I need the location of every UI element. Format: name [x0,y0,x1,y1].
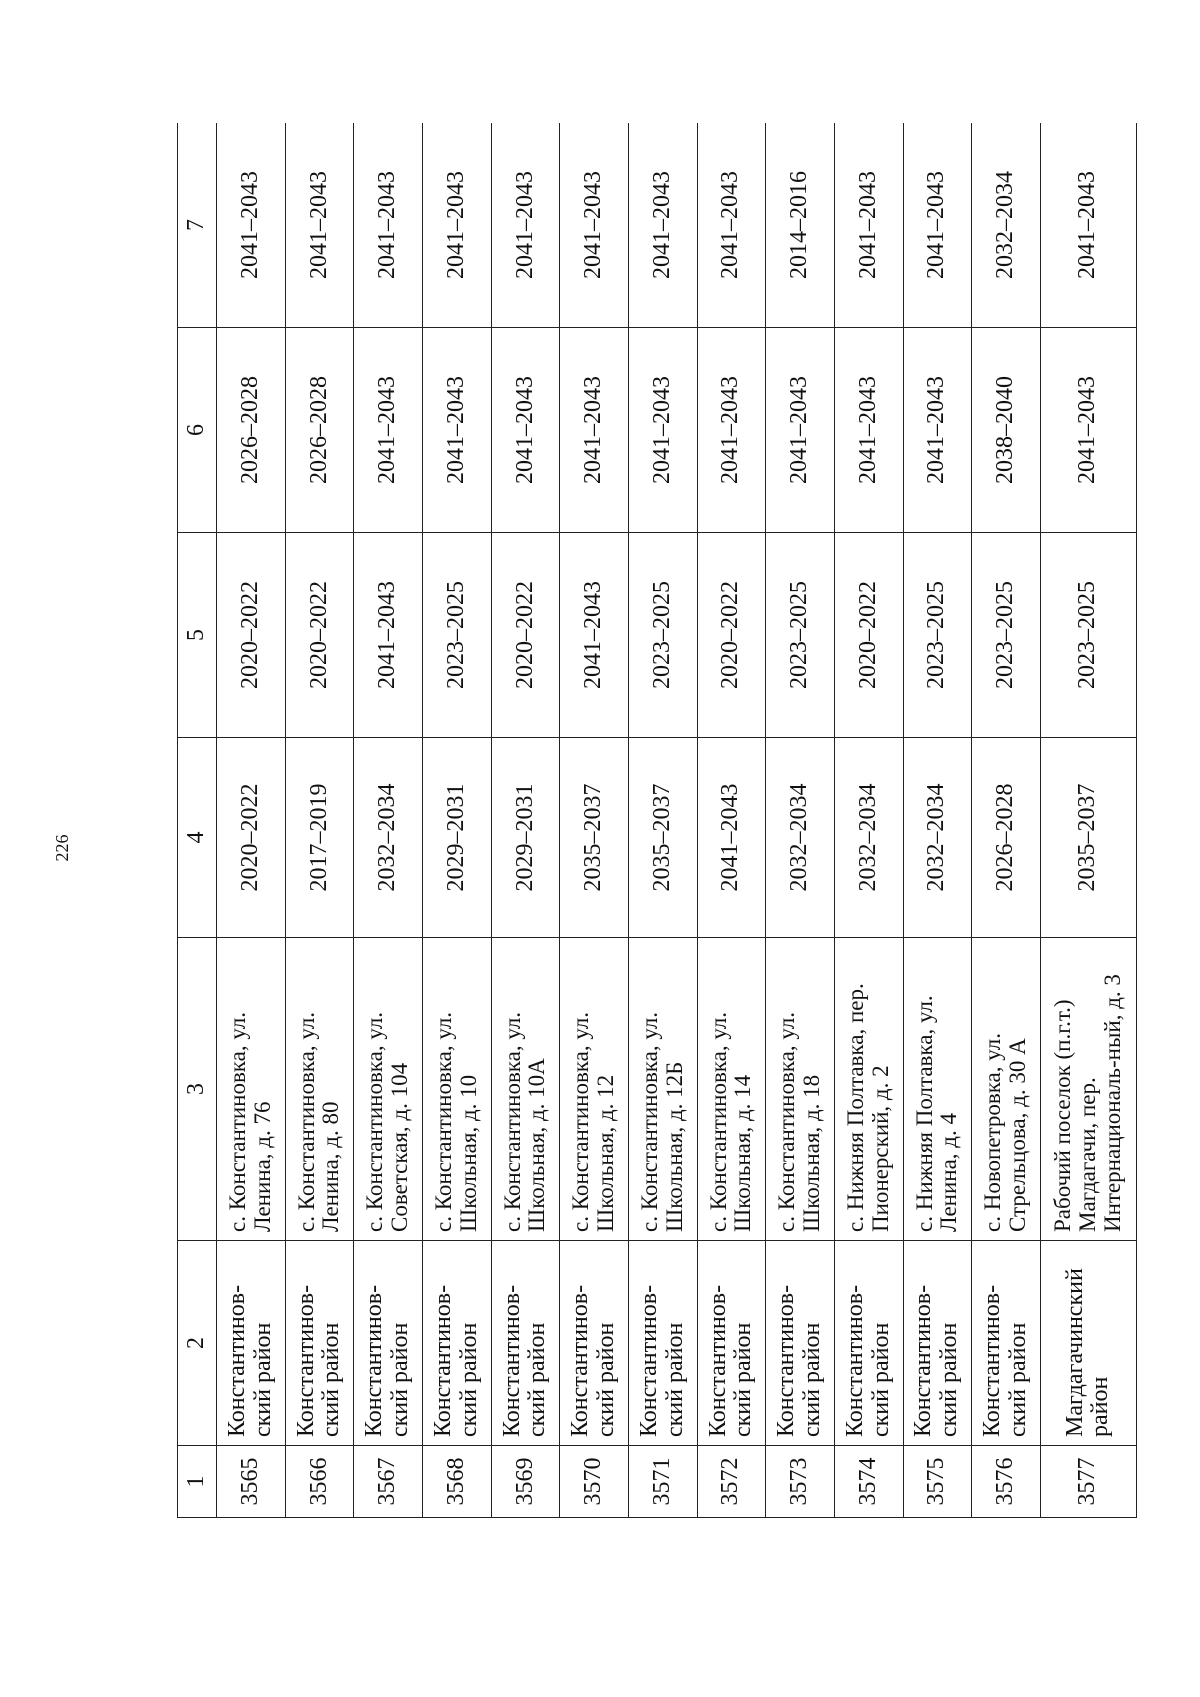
period-col-6: 2041–2043 [1040,328,1136,533]
district-cell: Константинов-ский район [628,1241,697,1446]
table-row [217,123,286,1518]
address-cell: с. Константиновка, ул. Школьная, д. 12 [560,938,629,1241]
header-col-5: 5 [178,533,217,738]
district-cell: Константинов-ский район [697,1241,766,1446]
period-col-7: 2014–2016 [766,123,835,328]
row-number: 3572 [697,1446,766,1518]
period-col-6: 2026–2028 [285,328,354,533]
district-cell: Магдагачинский район [1040,1241,1136,1446]
table-row [628,123,697,1518]
period-col-4: 2032–2034 [354,738,423,938]
period-col-5: 2020–2022 [491,533,560,738]
row-number: 3575 [903,1446,972,1518]
period-col-4: 2041–2043 [697,738,766,938]
period-col-5: 2023–2025 [972,533,1041,738]
district-cell: Константинов-ский район [560,1241,629,1446]
header-col-7: 7 [178,123,217,328]
period-col-4: 2029–2031 [422,738,491,938]
period-col-6: 2038–2040 [972,328,1041,533]
period-col-6: 2041–2043 [354,328,423,533]
district-cell: Константинов-ский район [422,1241,491,1446]
table-area [177,123,1137,1518]
period-col-7: 2041–2043 [354,123,423,328]
row-number: 3565 [217,1446,286,1518]
period-col-5: 2041–2043 [560,533,629,738]
address-cell: с. Константиновка, ул. Школьная, д. 10 [422,938,491,1241]
district-cell: Константинов-ский район [354,1241,423,1446]
period-col-4: 2026–2028 [972,738,1041,938]
address-cell: с. Константиновка, ул. Школьная, д. 14 [697,938,766,1241]
period-col-7: 2041–2043 [285,123,354,328]
page-number: 226 [52,834,72,862]
district-cell: Константинов-ский район [972,1241,1041,1446]
period-col-5: 2023–2025 [766,533,835,738]
period-col-7: 2041–2043 [1040,123,1136,328]
period-col-5: 2023–2025 [628,533,697,738]
address-cell: Рабочий поселок (п.г.т.) Магдагачи, пер. Интернациональ-ный, д. 3 [1040,938,1136,1241]
period-col-6: 2041–2043 [560,328,629,533]
row-number: 3568 [422,1446,491,1518]
period-col-4: 2032–2034 [903,738,972,938]
row-number: 3574 [834,1446,903,1518]
row-number: 3566 [285,1446,354,1518]
table-row [697,123,766,1518]
period-col-5: 2020–2022 [285,533,354,738]
table-row [972,123,1041,1518]
period-col-6: 2041–2043 [628,328,697,533]
period-col-7: 2041–2043 [217,123,286,328]
period-col-7: 2041–2043 [422,123,491,328]
period-col-4: 2035–2037 [560,738,629,938]
period-col-6: 2041–2043 [903,328,972,533]
address-cell: с. Константиновка, ул. Школьная, д. 12Б [628,938,697,1241]
address-cell: с. Константиновка, ул. Ленина, д. 76 [217,938,286,1241]
table-row [354,123,423,1518]
row-number: 3570 [560,1446,629,1518]
period-col-4: 2035–2037 [628,738,697,938]
address-cell: с. Константиновка, ул. Ленина, д. 80 [285,938,354,1241]
period-col-5: 2023–2025 [1040,533,1136,738]
period-col-4: 2029–2031 [491,738,560,938]
period-col-5: 2020–2022 [217,533,286,738]
table-row [766,123,835,1518]
row-number: 3573 [766,1446,835,1518]
period-col-6: 2041–2043 [834,328,903,533]
period-col-7: 2041–2043 [834,123,903,328]
period-col-4: 2017–2019 [285,738,354,938]
table-row [285,123,354,1518]
table-row [422,123,491,1518]
table-body [217,123,1137,1518]
period-col-6: 2041–2043 [766,328,835,533]
district-cell: Константинов-ский район [903,1241,972,1446]
period-col-4: 2032–2034 [834,738,903,938]
period-col-4: 2032–2034 [766,738,835,938]
address-cell: с. Нижняя Полтавка, пер. Пионерский, д. 2 [834,938,903,1241]
row-number: 3571 [628,1446,697,1518]
period-col-5: 2041–2043 [354,533,423,738]
period-col-7: 2041–2043 [697,123,766,328]
period-col-4: 2020–2022 [217,738,286,938]
period-col-5: 2023–2025 [903,533,972,738]
table-row [1040,123,1136,1518]
table-header [178,123,217,1518]
period-col-7: 2041–2043 [491,123,560,328]
period-col-6: 2041–2043 [491,328,560,533]
header-col-6: 6 [178,328,217,533]
table-row [903,123,972,1518]
table-row [491,123,560,1518]
row-number: 3569 [491,1446,560,1518]
period-col-7: 2041–2043 [628,123,697,328]
district-cell: Константинов-ский район [491,1241,560,1446]
header-col-2: 2 [178,1241,217,1446]
period-col-7: 2032–2034 [972,123,1041,328]
period-col-6: 2041–2043 [422,328,491,533]
period-col-6: 2026–2028 [217,328,286,533]
header-col-1: 1 [178,1446,217,1518]
address-cell: с. Новопетровка, ул. Стрельцова, д. 30 А [972,938,1041,1241]
row-number: 3567 [354,1446,423,1518]
address-cell: с. Нижняя Полтавка, ул. Ленина, д. 4 [903,938,972,1241]
district-cell: Константинов-ский район [834,1241,903,1446]
register-table [177,123,1137,1518]
header-row [178,123,217,1518]
period-col-4: 2035–2037 [1040,738,1136,938]
period-col-5: 2020–2022 [697,533,766,738]
address-cell: с. Константиновка, ул. Школьная, д. 18 [766,938,835,1241]
district-cell: Константинов-ский район [285,1241,354,1446]
row-number: 3576 [972,1446,1041,1518]
address-cell: с. Константиновка, ул. Советская, д. 104 [354,938,423,1241]
table-row [834,123,903,1518]
header-col-4: 4 [178,738,217,938]
period-col-7: 2041–2043 [903,123,972,328]
table-row [560,123,629,1518]
period-col-5: 2020–2022 [834,533,903,738]
period-col-5: 2023–2025 [422,533,491,738]
period-col-6: 2041–2043 [697,328,766,533]
address-cell: с. Константиновка, ул. Школьная, д. 10А [491,938,560,1241]
row-number: 3577 [1040,1446,1136,1518]
district-cell: Константинов-ский район [217,1241,286,1446]
rotated-table-container [177,123,1137,1518]
header-col-3: 3 [178,938,217,1241]
district-cell: Константинов-ский район [766,1241,835,1446]
period-col-7: 2041–2043 [560,123,629,328]
